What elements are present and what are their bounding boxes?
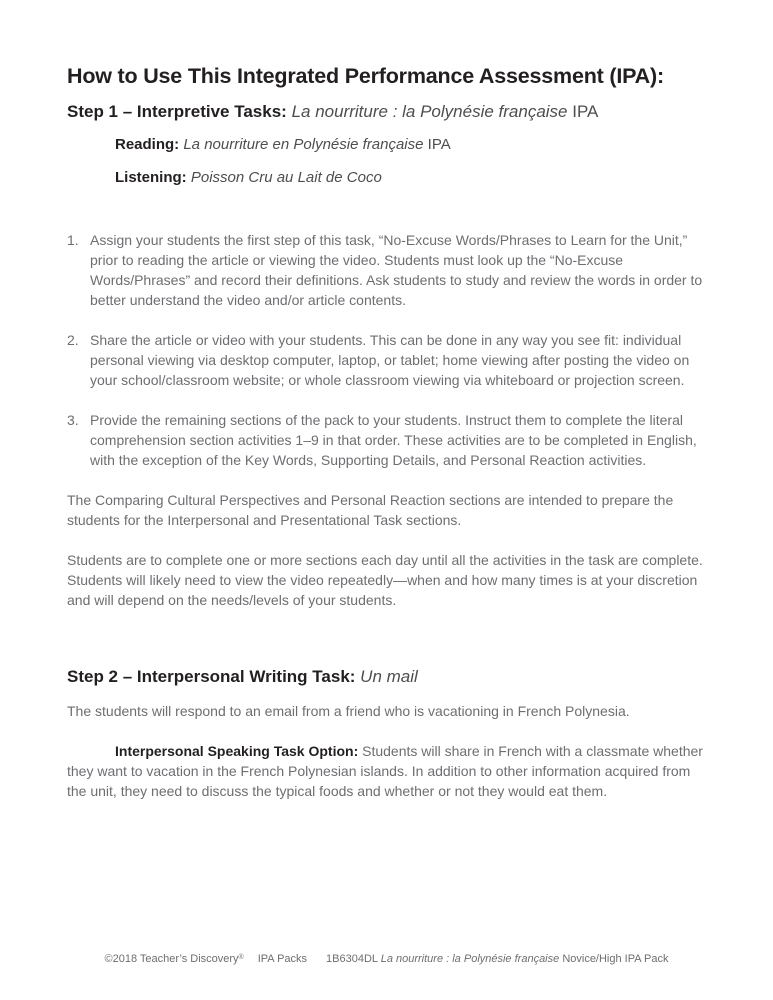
- document-content: [67, 63, 709, 801]
- listening-label: Listening:: [115, 169, 187, 186]
- instruction-list: [67, 230, 709, 470]
- step1-suffix: IPA: [572, 102, 599, 121]
- footer-product: IPA Packs: [257, 953, 308, 965]
- reading-french-title: La nourriture en Polynésie française: [183, 136, 424, 153]
- list-item: [67, 330, 709, 390]
- paragraph-sections-purpose: The Comparing Cultural Perspectives and Personal Reaction sections are intended to prepare the students for the Interpersonal and Presentational Task sections.: [67, 492, 674, 528]
- list-item-text: Provide the remaining sections of the pack to your students. Instruct them to complete the literal comprehension section activities 1–9 in that order. These activities are to be completed in English, with the exception of the Key Words, Supporting Details, and Personal Reaction activities.: [90, 412, 697, 468]
- step2-french-title: Un mail: [360, 667, 418, 686]
- registered-mark: ®: [238, 954, 244, 961]
- reading-line: [115, 135, 709, 155]
- reading-suffix: IPA: [427, 136, 451, 153]
- list-item-number: 2.: [67, 332, 79, 348]
- speaking-option-paragraph: [67, 741, 709, 801]
- listening-line: [115, 168, 709, 188]
- step2-intro: The students will respond to an email from a friend who is vacationing in French Polynesia.: [67, 703, 630, 719]
- step2-label: Step 2 – Interpersonal Writing Task:: [67, 667, 356, 686]
- list-item-number: 1.: [67, 232, 79, 248]
- paragraph-pacing: Students are to complete one or more sections each day until all the activities in the task are complete. Students will likely need to view the video repeatedly—when and how many times is at your discretion and will depend on the needs/levels of your students.: [67, 552, 703, 608]
- step1-heading: [67, 101, 709, 123]
- footer-item-code: 1B6304DL: [326, 953, 378, 965]
- list-item-text: Share the article or video with your students. This can be done in any way you see fit: individual personal viewing via desktop computer, laptop, or tablet; home viewing after posting the video on your school/classroom website; or whole classroom viewing via whiteboard or projection screen.: [90, 332, 690, 388]
- reading-label: Reading:: [115, 136, 180, 153]
- page-title: How to Use This Integrated Performance Assessment (IPA):: [67, 64, 664, 88]
- listening-french-title: Poisson Cru au Lait de Coco: [190, 169, 382, 186]
- step1-label: Step 1 – Interpretive Tasks:: [67, 102, 287, 121]
- step1-french-title: La nourriture : la Polynésie française: [291, 102, 568, 121]
- footer-french-title: La nourriture : la Polynésie française: [380, 953, 560, 965]
- step2-heading: [67, 666, 709, 688]
- footer-pack-level: Novice/High IPA Pack: [562, 953, 669, 965]
- speaking-option-text: Students will share in French with a classmate whether they want to vacation in the French Polynesian islands. In addition to other information acquired from the unit, they need to discuss the typical foods and whether or not they would eat them.: [67, 743, 703, 799]
- list-item-text: Assign your students the first step of this task, “No-Excuse Words/Phrases to Learn for the Unit,” prior to reading the article or viewing the video. Students must look up the “No-Excuse Words/Phrases” and record their definitions. Ask students to study and review the words in order to better understand the video and/or article contents.: [90, 232, 703, 308]
- list-item: [67, 410, 709, 470]
- page-footer: [0, 951, 773, 966]
- speaking-option-label: Interpersonal Speaking Task Option:: [115, 743, 359, 759]
- list-item-number: 3.: [67, 412, 79, 428]
- footer-copyright: ©2018 Teacher’s Discovery: [104, 953, 239, 965]
- list-item: [67, 230, 709, 310]
